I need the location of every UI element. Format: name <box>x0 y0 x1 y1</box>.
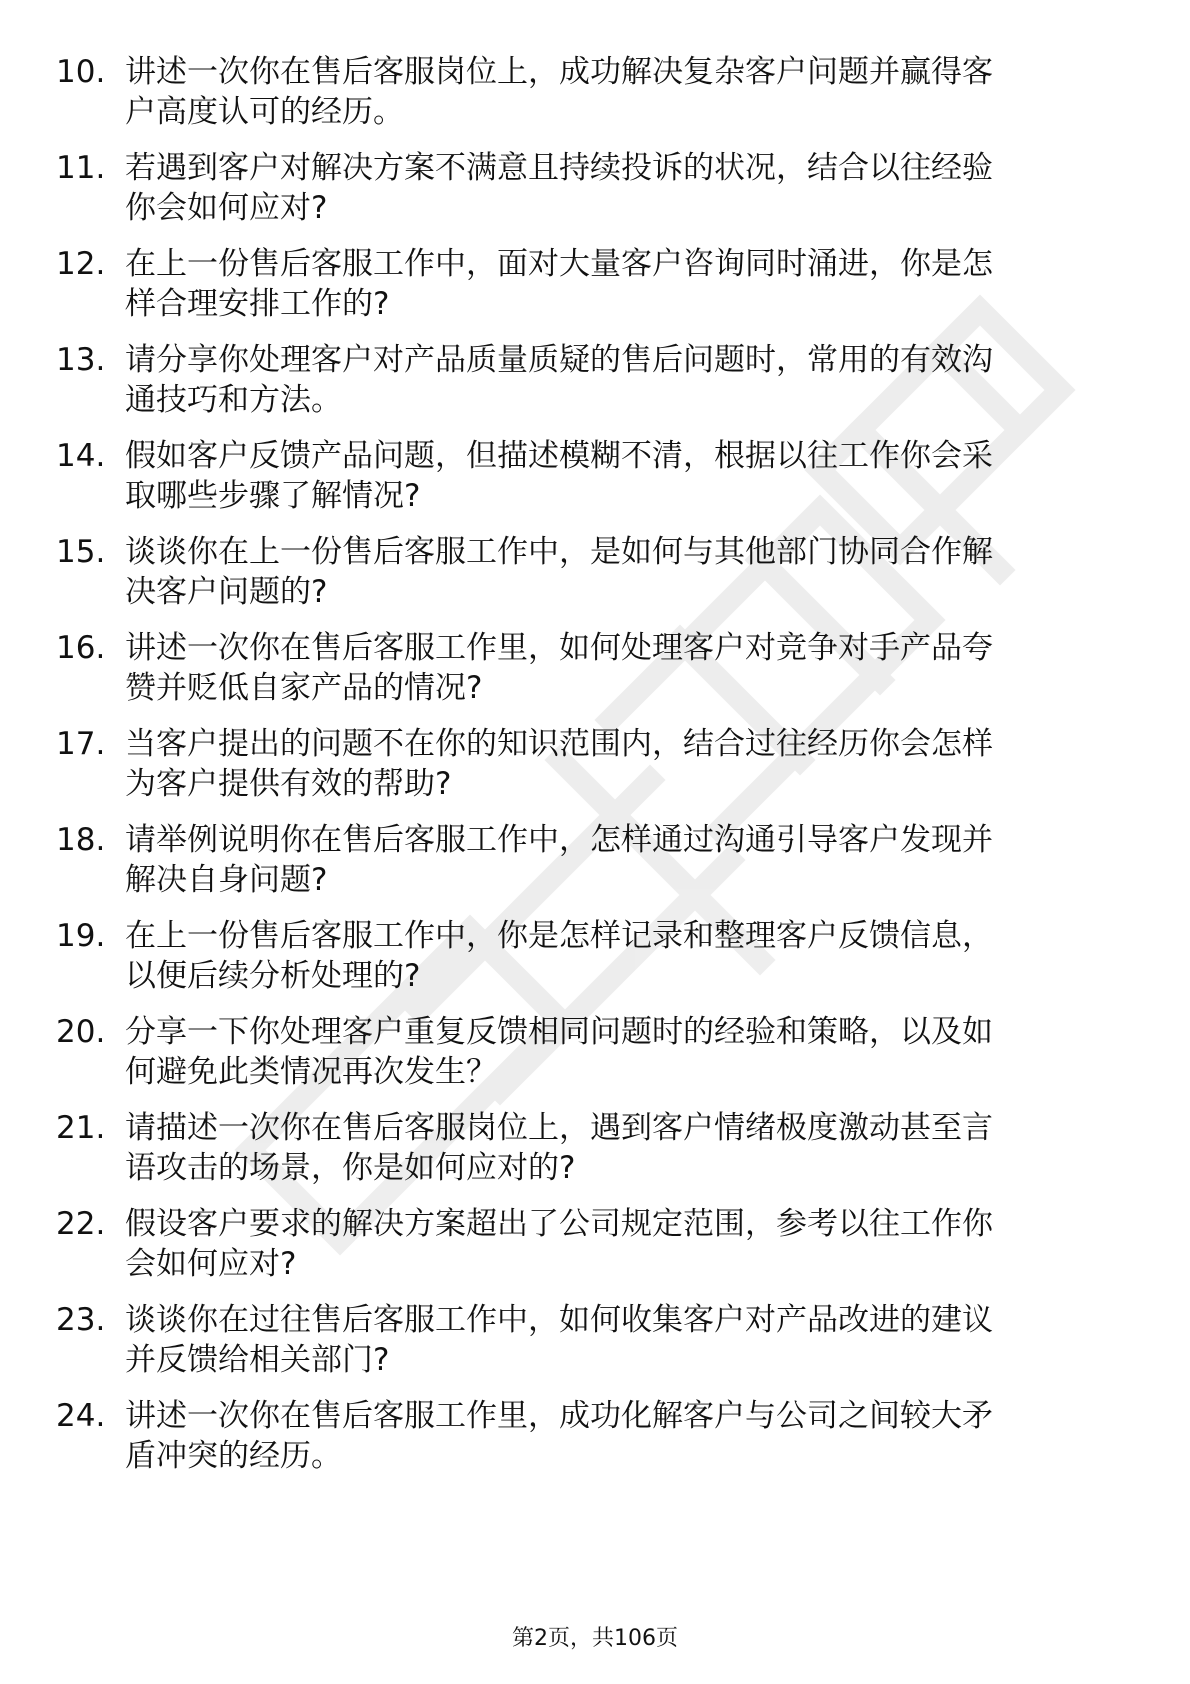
question-item <box>0 628 1190 728</box>
question-line: 以便后续分析处理的? <box>125 958 421 994</box>
question-text <box>125 244 1125 324</box>
question-item <box>0 148 1190 248</box>
question-item <box>0 820 1190 920</box>
question-item <box>0 724 1190 824</box>
question-number: 14. <box>56 438 106 474</box>
question-number: 23. <box>56 1302 106 1338</box>
question-text <box>125 1204 1125 1284</box>
question-line: 为客户提供有效的帮助? <box>125 766 452 802</box>
question-line: 假如客户反馈产品问题，但描述模糊不清，根据以往工作你会采 <box>125 438 993 474</box>
question-line: 请举例说明你在售后客服工作中，怎样通过沟通引导客户发现并 <box>125 822 993 858</box>
question-text <box>125 52 1125 132</box>
question-line: 请分享你处理客户对产品质量质疑的售后问题时，常用的有效沟 <box>125 342 993 378</box>
question-item <box>0 1204 1190 1304</box>
question-item <box>0 340 1190 440</box>
question-number: 10. <box>56 54 106 90</box>
page-number-label: 第2页，共106页 <box>512 1626 678 1651</box>
question-number: 15. <box>56 534 106 570</box>
question-line: 在上一份售后客服工作中，面对大量客户咨询同时涌进，你是怎 <box>125 246 993 282</box>
question-line: 户高度认可的经历。 <box>125 94 404 130</box>
question-line: 若遇到客户对解决方案不满意且持续投诉的状况，结合以往经验 <box>125 150 993 186</box>
question-line: 并反馈给相关部门? <box>125 1342 390 1378</box>
question-number: 20. <box>56 1014 106 1050</box>
question-text <box>125 628 1125 708</box>
question-line: 何避免此类情况再次发生？ <box>125 1054 497 1090</box>
question-line: 样合理安排工作的? <box>125 286 390 322</box>
question-line: 语攻击的场景，你是如何应对的? <box>125 1150 576 1186</box>
question-line: 讲述一次你在售后客服岗位上，成功解决复杂客户问题并赢得客 <box>125 54 993 90</box>
question-line: 决客户问题的? <box>125 574 328 610</box>
question-item <box>0 244 1190 344</box>
question-text <box>125 1300 1125 1380</box>
question-line: 谈谈你在过往售后客服工作中，如何收集客户对产品改进的建议 <box>125 1302 993 1338</box>
question-text <box>125 916 1125 996</box>
question-number: 12. <box>56 246 106 282</box>
question-line: 取哪些步骤了解情况? <box>125 478 421 514</box>
question-line: 会如何应对? <box>125 1246 297 1282</box>
question-line: 盾冲突的经历。 <box>125 1438 342 1474</box>
question-item <box>0 1012 1190 1112</box>
question-text <box>125 1012 1125 1092</box>
question-number: 16. <box>56 630 106 666</box>
question-line: 通技巧和方法。 <box>125 382 342 418</box>
question-line: 假设客户要求的解决方案超出了公司规定范围，参考以往工作你 <box>125 1206 993 1242</box>
question-text <box>125 436 1125 516</box>
question-text <box>125 532 1125 612</box>
question-line: 解决自身问题? <box>125 862 328 898</box>
question-number: 17. <box>56 726 106 762</box>
question-number: 22. <box>56 1206 106 1242</box>
question-line: 在上一份售后客服工作中，你是怎样记录和整理客户反馈信息， <box>125 918 993 954</box>
page-footer <box>0 1624 1190 1654</box>
question-number: 11. <box>56 150 106 186</box>
question-item <box>0 916 1190 1016</box>
question-item <box>0 436 1190 536</box>
question-line: 当客户提出的问题不在你的知识范围内，结合过往经历你会怎样 <box>125 726 993 762</box>
question-number: 13. <box>56 342 106 378</box>
question-text <box>125 1108 1125 1188</box>
question-line: 你会如何应对? <box>125 190 328 226</box>
question-number: 21. <box>56 1110 106 1146</box>
question-number: 19. <box>56 918 106 954</box>
question-line: 赞并贬低自家产品的情况? <box>125 670 483 706</box>
question-line: 讲述一次你在售后客服工作里，成功化解客户与公司之间较大矛 <box>125 1398 993 1434</box>
question-item <box>0 532 1190 632</box>
question-text <box>125 820 1125 900</box>
question-item <box>0 1300 1190 1400</box>
question-line: 谈谈你在上一份售后客服工作中，是如何与其他部门协同合作解 <box>125 534 993 570</box>
question-line: 讲述一次你在售后客服工作里，如何处理客户对竞争对手产品夸 <box>125 630 993 666</box>
question-number: 18. <box>56 822 106 858</box>
question-text <box>125 1396 1125 1476</box>
question-item <box>0 1396 1190 1496</box>
question-line: 请描述一次你在售后客服岗位上，遇到客户情绪极度激动甚至言 <box>125 1110 993 1146</box>
question-number: 24. <box>56 1398 106 1434</box>
question-text <box>125 724 1125 804</box>
question-line: 分享一下你处理客户重复反馈相同问题时的经验和策略，以及如 <box>125 1014 993 1050</box>
question-item <box>0 1108 1190 1208</box>
question-item <box>0 52 1190 152</box>
question-text <box>125 340 1125 420</box>
question-text <box>125 148 1125 228</box>
